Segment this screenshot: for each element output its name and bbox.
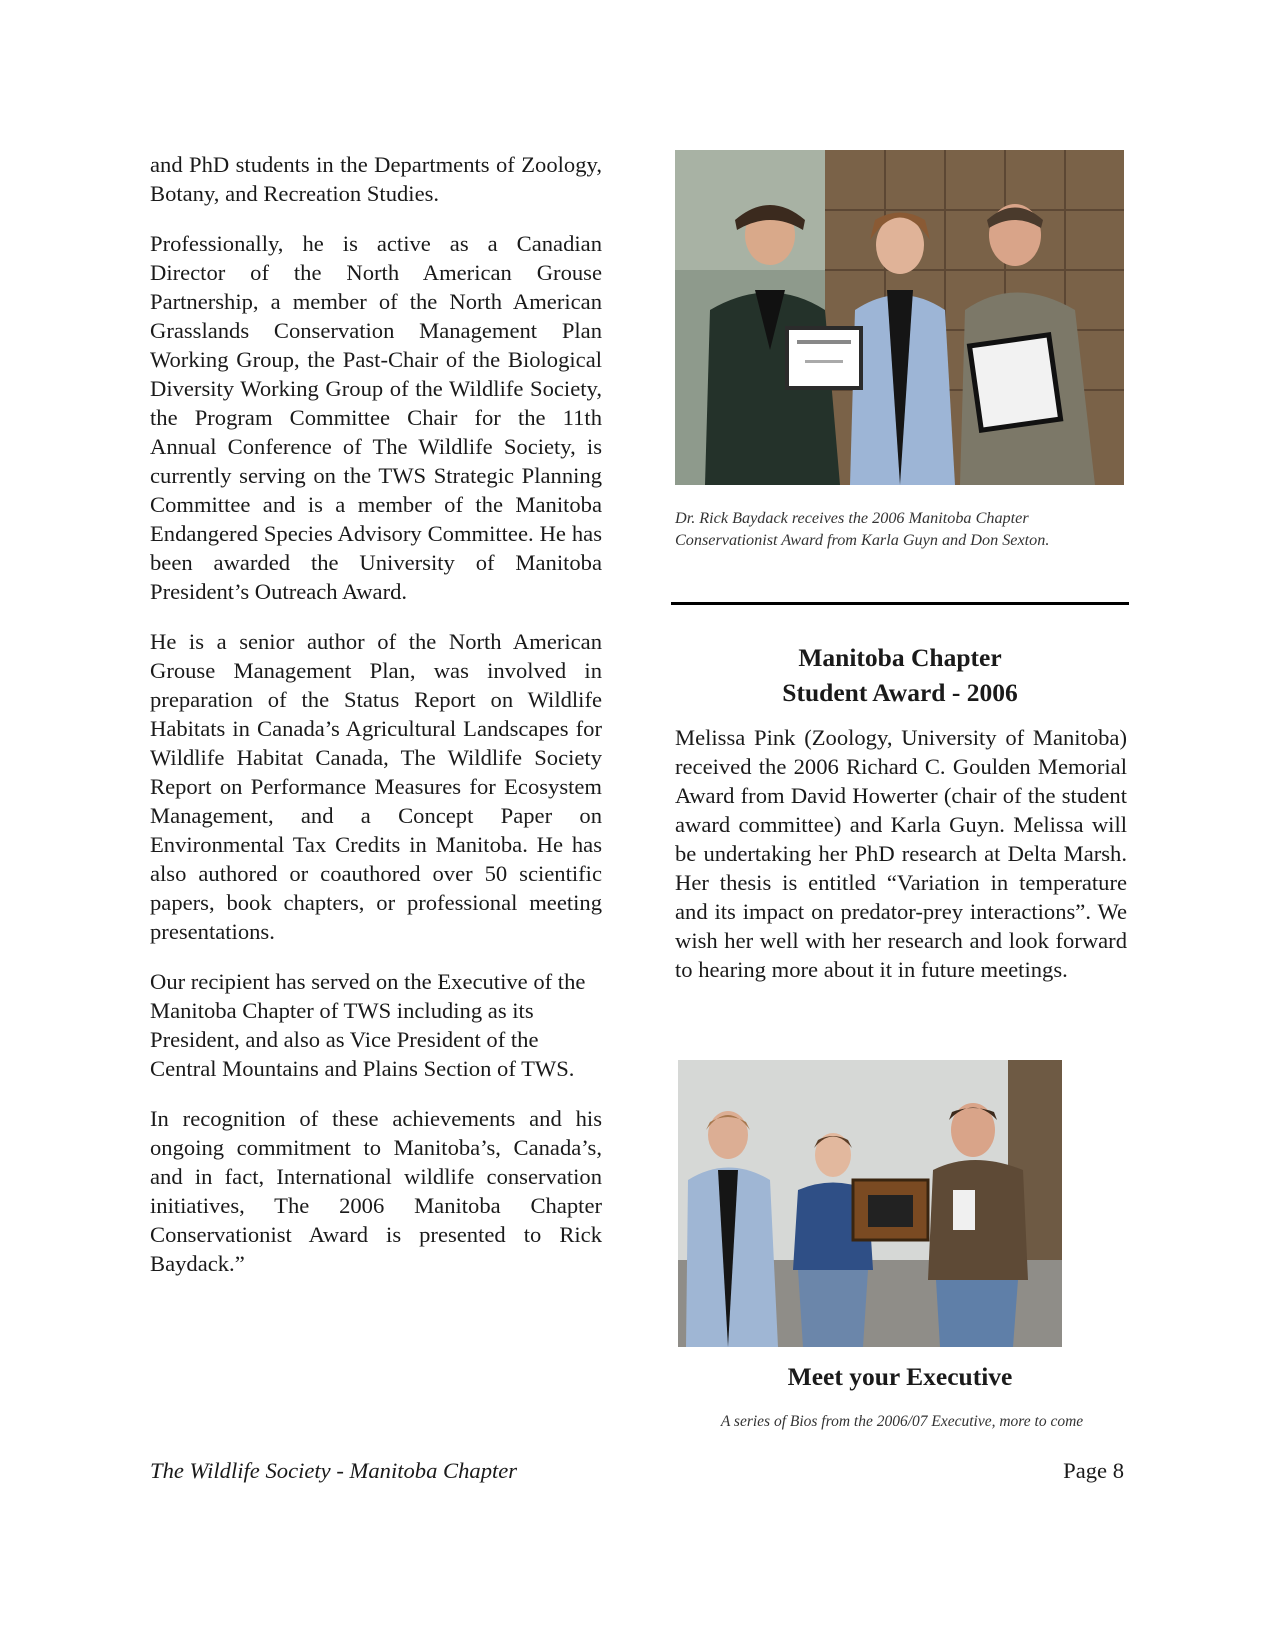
paragraph-recognition: In recognition of these achievements and his ongoing commitment to Manitoba’s, Canada’s, and in fact, International wildlife conservation initiatives, The 2006 Manitoba Chapter Conservationist Award is presented to Rick Baydack.” bbox=[150, 1106, 602, 1276]
footer-publication: The Wildlife Society - Manitoba Chapter bbox=[150, 1458, 518, 1483]
meet-executive-heading: Meet your Executive bbox=[787, 1362, 1013, 1391]
paragraph-professional: Professionally, he is active as a Canadian Director of the North American Grouse Partnership, a member of the North American Grasslands Conservation Management Plan Working Group, the Past-Chair of the Biological Diversity Working Group of the Wildlife Society, the Program Committee Chair for the 11th Annual Conference of The Wildlife Society, is currently serving on the TWS Strategic Planning Committee and is a member of the Manitoba Endangered Species Advisory Committee. He has been awarded the University of Manitoba President’s Outreach Award. bbox=[150, 231, 602, 604]
student-award-photo bbox=[678, 1060, 1062, 1347]
section-divider bbox=[671, 602, 1129, 605]
meet-executive-subtitle: A series of Bios from the 2006/07 Executive, more to come bbox=[720, 1413, 1084, 1430]
award-presentation-photo bbox=[675, 150, 1124, 485]
student-award-heading-line1: Manitoba Chapter bbox=[798, 643, 1002, 672]
paragraph-publications: He is a senior author of the North American Grouse Management Plan, was involved in preparation of the Status Report on Wildlife Habitats in Canada’s Agricultural Landscapes for Wildlife Habitat Canada, The Wildlife Society Report on Performance Measures for Ecosystem Management, and a Concept Paper on Environmental Tax Credits in Manitoba. He has also authored or coauthored over 50 scientific papers, book chapters, or professional meeting presentations. bbox=[150, 629, 602, 944]
paragraph-executive: Our recipient has served on the Executive of the Manitoba Chapter of TWS including as its President, and also as Vice President of the Central Mountains and Plains Section of TWS. bbox=[150, 969, 586, 1081]
footer-page-number: Page 8 bbox=[1063, 1458, 1124, 1483]
student-award-text: Melissa Pink (Zoology, University of Manitoba) received the 2006 Richard C. Goulden Memorial Award from David Howerter (chair of the student award committee) and Karla Guyn. Melissa will be undertaking her PhD research at Delta Marsh. Her thesis is entitled “Variation in temperature and its impact on predator-prey interactions”. We wish her well with her research and look forward to hearing more about it in future meetings. bbox=[675, 725, 1127, 982]
left-column bbox=[150, 150, 602, 1299]
student-award-heading bbox=[675, 640, 1125, 710]
photo1-caption: Dr. Rick Baydack receives the 2006 Manitoba Chapter Conservationist Award from Karla Guyn and Don Sexton. bbox=[675, 509, 1050, 549]
student-award-heading-line2: Student Award - 2006 bbox=[782, 678, 1018, 707]
paragraph-continuation: and PhD students in the Departments of Zoology, Botany, and Recreation Studies. bbox=[150, 152, 602, 206]
